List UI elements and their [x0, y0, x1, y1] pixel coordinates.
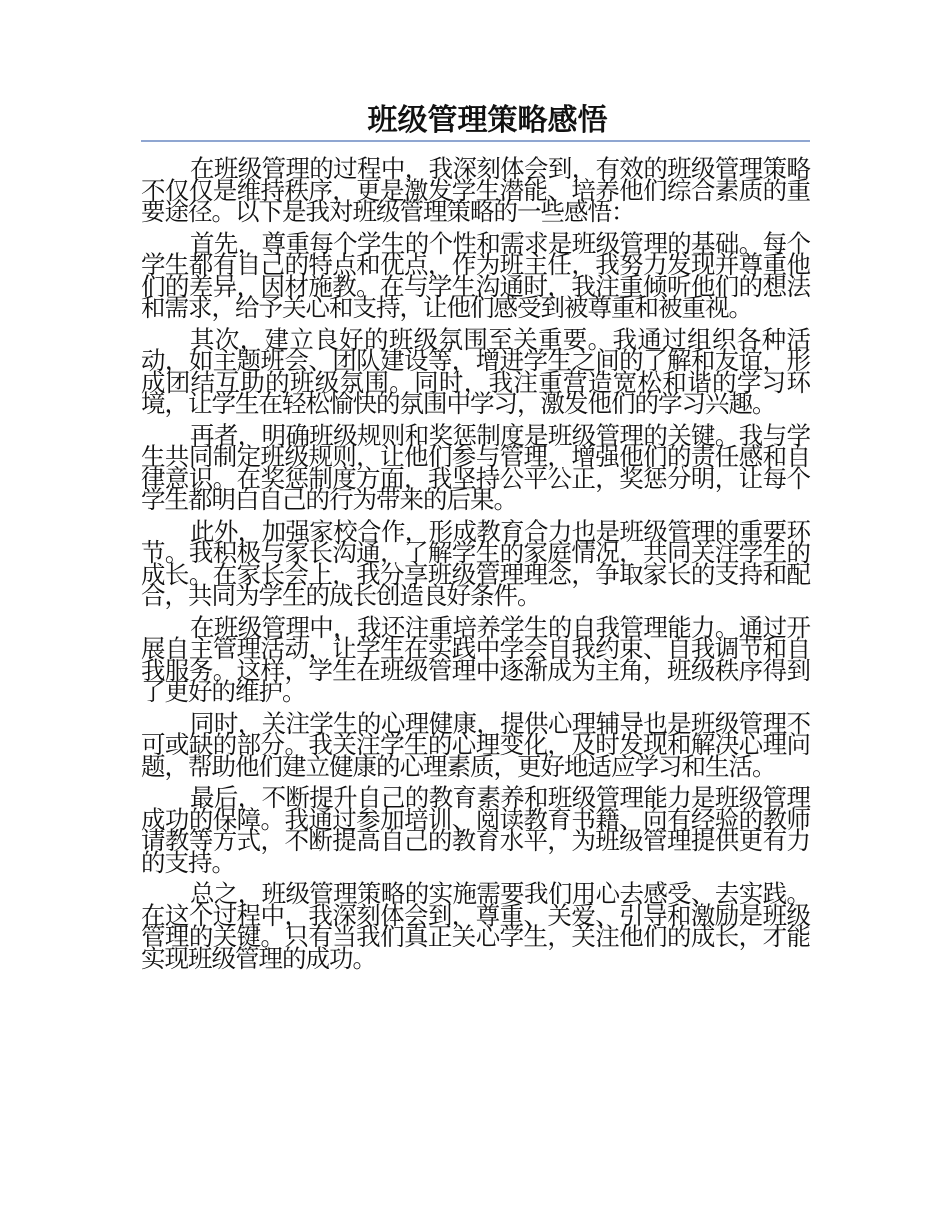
- paragraph-3: 其次，建立良好的班级氛围至关重要。我通过组织各种活动，如主题班会、团队建设等，增进学生之间的了解和友谊，形成团结互助的班级氛围。同时，我注重营造宽松和谐的学习环境，让学生在轻松愉快的氛围中学习，激发他们的学习兴趣。: [141, 324, 810, 418]
- document-page: [141, 102, 810, 979]
- paragraph-7: 同时，关注学生的心理健康，提供心理辅导也是班级管理不可或缺的部分。我关注学生的心理变化，及时发现和解决心理问题，帮助他们建立健康的心理素质，更好地适应学习和生活。: [141, 708, 810, 781]
- paragraph-5: 此外，加强家校合作，形成教育合力也是班级管理的重要环节。我积极与家长沟通，了解学生的家庭情况，共同关注学生的成长。在家长会上，我分享班级管理理念，争取家长的支持和配合，共同为学生的成长创造良好条件。: [141, 516, 810, 610]
- title-underline: [141, 140, 810, 142]
- paragraph-4: 再者，明确班级规则和奖惩制度是班级管理的关键。我与学生共同制定班级规则，让他们参与管理，增强他们的责任感和自律意识。在奖惩制度方面，我坚持公平公正，奖惩分明，让每个学生都明白自己的行为带来的后果。: [141, 420, 810, 514]
- paragraph-8: 最后，不断提升自己的教育素养和班级管理能力是班级管理成功的保障。我通过参加培训、阅读教育书籍、向有经验的教师请教等方式，不断提高自己的教育水平，为班级管理提供更有力的支持。: [141, 783, 810, 877]
- paragraph-9: 总之，班级管理策略的实施需要我们用心去感受、去实践。在这个过程中，我深刻体会到，尊重、关爱、引导和激励是班级管理的关键。只有当我们真正关心学生，关注他们的成长，才能实现班级管理的成功。: [141, 879, 810, 973]
- paragraph-1: 在班级管理的过程中，我深刻体会到，有效的班级管理策略不仅仅是维持秩序，更是激发学生潜能、培养他们综合素质的重要途径。以下是我对班级管理策略的一些感悟：: [141, 154, 810, 226]
- paragraph-6: 在班级管理中，我还注重培养学生的自我管理能力。通过开展自主管理活动，让学生在实践中学会自我约束、自我调节和自我服务。这样，学生在班级管理中逐渐成为主角，班级秩序得到了更好的维护。: [141, 612, 810, 706]
- paragraph-2: 首先，尊重每个学生的个性和需求是班级管理的基础。每个学生都有自己的特点和优点，作为班主任，我努力发现并尊重他们的差异，因材施教。在与学生沟通时，我注重倾听他们的想法和需求，给予关心和支持，让他们感受到被尊重和被重视。: [141, 228, 810, 322]
- document-title: 班级管理策略感悟: [367, 103, 608, 138]
